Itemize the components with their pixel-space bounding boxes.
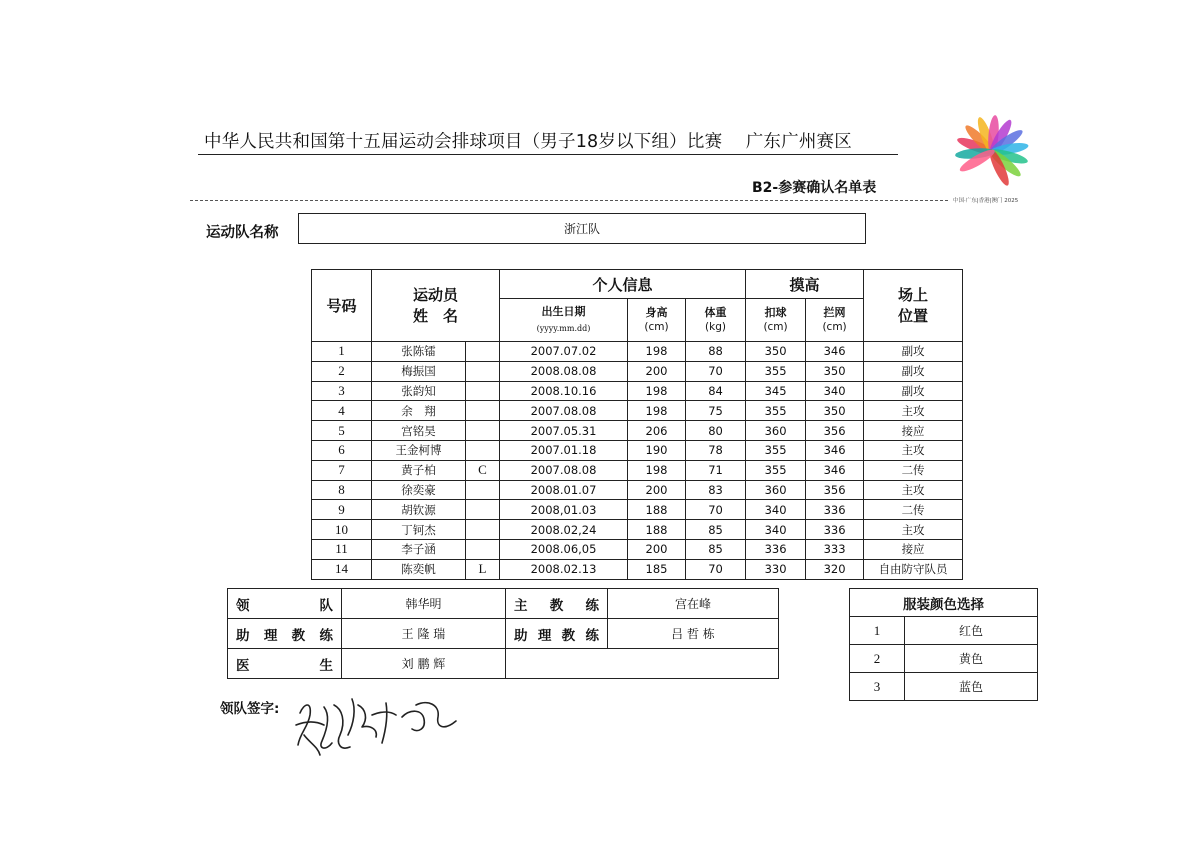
- table-row: [312, 500, 963, 520]
- dashed-divider: [190, 200, 948, 201]
- header-position-line2: 位置: [898, 306, 929, 325]
- header-height: [628, 299, 686, 342]
- player-spike: 340: [746, 500, 806, 520]
- player-position: 接应: [864, 539, 963, 559]
- player-weight: 80: [686, 421, 746, 441]
- player-name: 李子涵: [372, 539, 466, 559]
- player-name: 王金柯博: [372, 440, 466, 460]
- player-birthdate: 2007.01.18: [500, 440, 628, 460]
- player-height: 206: [628, 421, 686, 441]
- player-weight: 71: [686, 460, 746, 480]
- player-spike: 350: [746, 342, 806, 362]
- player-height: 190: [628, 440, 686, 460]
- uniform-option-index: 3: [850, 673, 905, 701]
- staff-doctor-name: 刘 鹏 辉: [342, 649, 506, 679]
- staff-head-coach-name: 宫在峰: [608, 589, 779, 619]
- player-name: 余 翔: [372, 401, 466, 421]
- table-row: [312, 460, 963, 480]
- player-block: 336: [806, 520, 864, 540]
- player-spike: 340: [746, 520, 806, 540]
- player-height: 198: [628, 381, 686, 401]
- player-number: 10: [312, 520, 372, 540]
- player-weight: 85: [686, 520, 746, 540]
- logo-caption: 中国·广东|香港|澳门 2025: [953, 198, 1019, 204]
- signature-label: 领队签字:: [220, 701, 280, 717]
- player-number: 1: [312, 342, 372, 362]
- player-block: 346: [806, 342, 864, 362]
- player-name: 丁钶杰: [372, 520, 466, 540]
- staff-assistant-label-2: 助理教练: [506, 619, 608, 649]
- player-role-mark: [466, 421, 500, 441]
- player-role-mark: [466, 342, 500, 362]
- staff-leader-label: 领队: [228, 589, 342, 619]
- header-athlete-line1: 运动员: [413, 285, 459, 304]
- player-birthdate: 2008.02.13: [500, 559, 628, 579]
- player-spike: 360: [746, 421, 806, 441]
- player-block: 350: [806, 401, 864, 421]
- player-name: 宫铭昊: [372, 421, 466, 441]
- player-number: 4: [312, 401, 372, 421]
- team-name-label: 运动队名称: [206, 225, 279, 241]
- player-number: 3: [312, 381, 372, 401]
- player-name: 张陈镭: [372, 342, 466, 362]
- player-height: 188: [628, 500, 686, 520]
- player-block: 356: [806, 421, 864, 441]
- uniform-title: 服装颜色选择: [850, 589, 1038, 617]
- staff-table: [227, 588, 779, 679]
- form-code: B2-参赛确认名单表: [752, 180, 877, 196]
- player-weight: 85: [686, 539, 746, 559]
- team-name-field: 浙江队: [298, 213, 866, 244]
- handwritten-signature: [290, 685, 470, 765]
- player-block: 350: [806, 361, 864, 381]
- header-block-label: 拦网: [823, 306, 846, 319]
- player-position: 副攻: [864, 342, 963, 362]
- header-height-unit: (cm): [644, 321, 669, 333]
- header-spike-label: 扣球: [764, 306, 787, 319]
- player-position: 主攻: [864, 401, 963, 421]
- roster-table: [311, 269, 963, 580]
- player-number: 9: [312, 500, 372, 520]
- player-birthdate: 2007.07.02: [500, 342, 628, 362]
- player-spike: 355: [746, 440, 806, 460]
- uniform-option-color: 红色: [905, 617, 1038, 645]
- staff-empty-cell: [506, 649, 779, 679]
- player-name: 陈奕帆: [372, 559, 466, 579]
- header-personal-info: 个人信息: [500, 270, 746, 299]
- header-birthdate: [500, 299, 628, 342]
- header-weight: [686, 299, 746, 342]
- player-weight: 75: [686, 401, 746, 421]
- player-role-mark: C: [466, 460, 500, 480]
- player-name: 胡钦源: [372, 500, 466, 520]
- player-position: 接应: [864, 421, 963, 441]
- table-row: [312, 381, 963, 401]
- player-role-mark: [466, 520, 500, 540]
- header-position-line1: 场上: [898, 285, 929, 304]
- player-role-mark: [466, 361, 500, 381]
- header-height-label: 身高: [645, 306, 668, 319]
- header-reach: 摸高: [746, 270, 864, 299]
- player-height: 188: [628, 520, 686, 540]
- player-block: 336: [806, 500, 864, 520]
- staff-doctor-label: 医生: [228, 649, 342, 679]
- header-athlete: [372, 270, 500, 342]
- uniform-option-color: 黄色: [905, 645, 1038, 673]
- table-row: [312, 559, 963, 579]
- player-position: 副攻: [864, 381, 963, 401]
- player-role-mark: [466, 381, 500, 401]
- player-birthdate: 2007.08.08: [500, 460, 628, 480]
- player-birthdate: 2007.05.31: [500, 421, 628, 441]
- table-row: [312, 480, 963, 500]
- player-name: 徐奕豪: [372, 480, 466, 500]
- table-row: [312, 520, 963, 540]
- player-number: 2: [312, 361, 372, 381]
- header-spike: [746, 299, 806, 342]
- player-birthdate: 2008.06,05: [500, 539, 628, 559]
- player-weight: 70: [686, 361, 746, 381]
- player-block: 320: [806, 559, 864, 579]
- player-height: 185: [628, 559, 686, 579]
- table-row: [312, 342, 963, 362]
- player-block: 346: [806, 460, 864, 480]
- player-name: 张韵知: [372, 381, 466, 401]
- player-spike: 345: [746, 381, 806, 401]
- player-spike: 330: [746, 559, 806, 579]
- staff-leader-name: 韩华明: [342, 589, 506, 619]
- player-birthdate: 2007.08.08: [500, 401, 628, 421]
- player-weight: 84: [686, 381, 746, 401]
- player-position: 二传: [864, 460, 963, 480]
- table-row: [312, 361, 963, 381]
- player-weight: 70: [686, 559, 746, 579]
- player-role-mark: [466, 500, 500, 520]
- uniform-option-index: 2: [850, 645, 905, 673]
- player-spike: 355: [746, 401, 806, 421]
- header-athlete-line2: 姓 名: [413, 306, 459, 325]
- player-role-mark: L: [466, 559, 500, 579]
- player-number: 5: [312, 421, 372, 441]
- player-height: 198: [628, 460, 686, 480]
- uniform-option-color: 蓝色: [905, 673, 1038, 701]
- player-role-mark: [466, 401, 500, 421]
- player-spike: 336: [746, 539, 806, 559]
- player-name: 梅振国: [372, 361, 466, 381]
- header-spike-unit: (cm): [763, 321, 788, 333]
- player-birthdate: 2008.08.08: [500, 361, 628, 381]
- table-row: [312, 539, 963, 559]
- player-birthdate: 2008.10.16: [500, 381, 628, 401]
- player-number: 6: [312, 440, 372, 460]
- player-height: 198: [628, 401, 686, 421]
- player-number: 14: [312, 559, 372, 579]
- player-block: 333: [806, 539, 864, 559]
- table-row: [312, 440, 963, 460]
- player-position: 主攻: [864, 480, 963, 500]
- staff-head-coach-label: 主教练: [506, 589, 608, 619]
- staff-assistant-name-1: 王 隆 瑞: [342, 619, 506, 649]
- header-block: [806, 299, 864, 342]
- player-block: 340: [806, 381, 864, 401]
- player-block: 346: [806, 440, 864, 460]
- header-weight-unit: (kg): [705, 321, 726, 333]
- header-block-unit: (cm): [822, 321, 847, 333]
- player-position: 自由防守队员: [864, 559, 963, 579]
- player-height: 200: [628, 361, 686, 381]
- player-birthdate: 2008.01.07: [500, 480, 628, 500]
- player-block: 356: [806, 480, 864, 500]
- player-position: 副攻: [864, 361, 963, 381]
- header-birthdate-format: (yyyy.mm.dd): [536, 323, 591, 333]
- player-role-mark: [466, 480, 500, 500]
- player-number: 7: [312, 460, 372, 480]
- player-spike: 360: [746, 480, 806, 500]
- uniform-option-index: 1: [850, 617, 905, 645]
- player-role-mark: [466, 440, 500, 460]
- player-weight: 70: [686, 500, 746, 520]
- player-birthdate: 2008.02,24: [500, 520, 628, 540]
- table-row: [312, 401, 963, 421]
- title-underline: [198, 154, 898, 155]
- header-birthdate-label: 出生日期: [541, 304, 586, 318]
- player-birthdate: 2008,01.03: [500, 500, 628, 520]
- player-spike: 355: [746, 460, 806, 480]
- player-height: 198: [628, 342, 686, 362]
- player-weight: 83: [686, 480, 746, 500]
- staff-assistant-name-2: 吕 哲 栋: [608, 619, 779, 649]
- player-position: 主攻: [864, 440, 963, 460]
- player-position: 主攻: [864, 520, 963, 540]
- header-weight-label: 体重: [704, 306, 727, 319]
- player-number: 8: [312, 480, 372, 500]
- table-row: [312, 421, 963, 441]
- header-number: 号码: [312, 270, 372, 342]
- staff-assistant-label-1: 助理教练: [228, 619, 342, 649]
- header-position: [864, 270, 963, 342]
- uniform-color-table: [849, 588, 1038, 701]
- player-role-mark: [466, 539, 500, 559]
- player-weight: 78: [686, 440, 746, 460]
- player-height: 200: [628, 480, 686, 500]
- player-spike: 355: [746, 361, 806, 381]
- player-position: 二传: [864, 500, 963, 520]
- player-number: 11: [312, 539, 372, 559]
- page-title: 中华人民共和国第十五届运动会排球项目（男子18岁以下组）比赛 广东广州赛区: [204, 132, 852, 152]
- player-name: 黄子柏: [372, 460, 466, 480]
- player-weight: 88: [686, 342, 746, 362]
- player-height: 200: [628, 539, 686, 559]
